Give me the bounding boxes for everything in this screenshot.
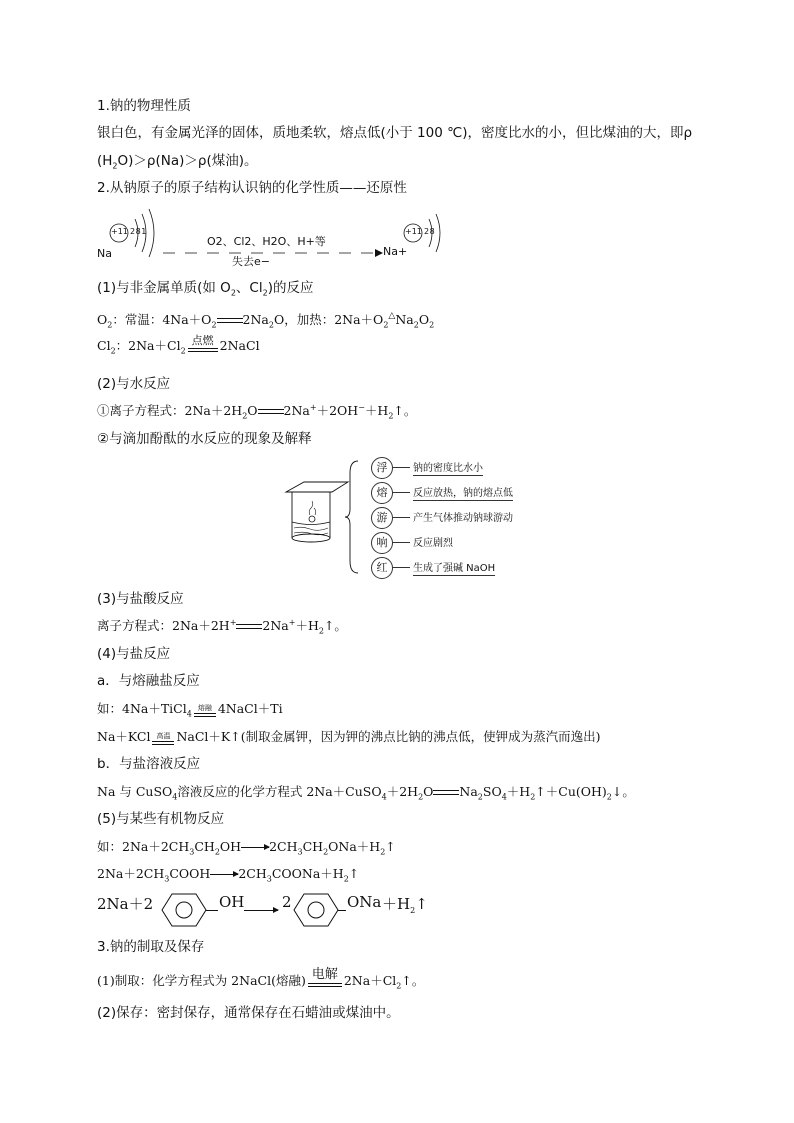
shell-numbers: 2 8 1: [130, 227, 146, 236]
phenolphthalein-title: ②与滴加酚酞的水反应的现象及解释: [97, 431, 312, 447]
phenoxide-group: ONa: [347, 893, 382, 911]
r3-title: (3)与盐酸反应: [97, 591, 184, 607]
hydroxyl-group: OH: [219, 893, 245, 911]
electrolysis-reaction: (1)制取：化学方程式为 2NaCl(熔融) 电解 $2Na+Cl_2↑$。: [97, 967, 425, 991]
beaker-figure: [282, 478, 352, 548]
phenomenon-item: [371, 482, 561, 504]
cuso4-reaction: Na 与 CuSO$_4$溶液反应的化学方程式 $2Na+CuSO_4+2H_2O$ $Na_2SO_4+H_2↑+Cu(OH)_2↓$。: [97, 784, 635, 802]
molten-salt-subtitle: a．与熔融盐反应: [97, 673, 200, 689]
phenomenon-item: [371, 532, 561, 554]
bond-line: [338, 910, 346, 911]
physical-properties-text: 银白色，有金属光泽的固体，质地柔软，熔点低(小于 100 ℃)，密度比水的小，但比煤油的大，即ρ: [97, 125, 693, 141]
storage-text: (2)保存：密封保存，通常保存在石蜡油或煤油中。: [97, 1005, 400, 1021]
salt-solution-subtitle: b．与盐溶液反应: [97, 756, 201, 772]
equals-sign: [433, 790, 459, 795]
ticl4-reaction: 如：4Na＋TiCl$_4$ 熔融 4NaCl＋Ti: [97, 701, 283, 719]
condition-bottom: 失去e−: [232, 255, 270, 268]
phenomenon-item: [371, 507, 561, 529]
phenomenon-text: 钠的密度比水小: [413, 459, 483, 476]
phenomenon-text: 生成了强碱 NaOH: [413, 559, 495, 576]
ion-shell-numbers: 2 8: [424, 227, 434, 236]
atom-structure-diagram: [95, 203, 455, 273]
section-3-title: 3.钠的制取及保存: [97, 939, 205, 955]
phenomenon-char: 浮: [371, 457, 393, 479]
phenomenon-text: 反应放热，钠的熔点低: [413, 484, 513, 501]
phenol-reactant-prefix: 2Na＋2: [97, 895, 154, 913]
equals-sign: [236, 624, 262, 629]
ion-nucleus-label: +11: [405, 227, 422, 236]
phenomenon-char: 熔: [371, 482, 393, 504]
phenomenon-char: 红: [371, 557, 393, 579]
section-2-title: 2.从钠原子的原子结构认识钠的化学性质——还原性: [97, 180, 407, 196]
nucleus-label: +11: [111, 227, 128, 236]
atom-symbol: Na: [97, 247, 112, 260]
arrow-icon: [244, 910, 278, 911]
phenomenon-item: [371, 457, 561, 479]
r2-title: (2)与水反应: [97, 376, 171, 392]
benzene-ring-icon: [292, 892, 340, 928]
heat-triangle-icon: △: [388, 311, 396, 321]
phenomenon-text: 产生气体推动钠球游动: [413, 513, 513, 524]
bracket: [344, 457, 360, 577]
phenomenon-text: 反应剧烈: [413, 538, 453, 549]
o2-reaction: $O_2$：常温：$4Na+O_2$ $2Na_2O$，加热：$2Na+O_2^\triangle Na_2O_2$: [97, 311, 435, 330]
acetic-acid-reaction: $2Na+2CH_3COOH$ $2CH_3COONa+H_2↑$: [97, 866, 360, 884]
phenomenon-item: [371, 557, 561, 579]
equals-sign: [217, 318, 243, 323]
bond-line: [206, 910, 218, 911]
molten-condition: 熔融: [194, 704, 216, 717]
condition-top: O2、Cl2、H2O、H+等: [207, 235, 326, 248]
hcl-ionic-equation: 离子方程式：2Na＋2H+ $2Na^++H_2↑$。: [97, 617, 347, 636]
benzene-ring-icon: [160, 892, 208, 928]
phenomena-list: [371, 457, 561, 575]
section-1-title: 1.钠的物理性质: [97, 98, 191, 114]
hydrogen-product: $+H_2↑$: [382, 895, 428, 915]
density-comparison: $(H_2O)>\rho(Na)>\rho$(煤油)。: [97, 153, 258, 171]
ion-symbol: Na+: [383, 245, 408, 258]
r4-title: (4)与盐反应: [97, 646, 171, 662]
phenoxide-coefficient: 2: [282, 893, 292, 911]
r5-title: (5)与某些有机物反应: [97, 811, 225, 827]
ethanol-reaction: 如：$2Na+2CH_3CH_2OH$ $2CH_3CH_2ONa+H_2↑$: [97, 839, 396, 857]
kcl-reaction: Na＋KCl 高温 NaCl＋K↑(制取金属钾，因为钾的沸点比钠的沸点低，使钾成为蒸汽而逸出): [97, 729, 601, 744]
phenomenon-char: 响: [371, 532, 393, 554]
water-ionic-equation: ①离子方程式：$2Na+2H_2O$ $2Na^++2OH^-+H_2↑$。: [97, 402, 417, 421]
ignite-condition: 点燃: [188, 335, 218, 352]
high-temp-condition: 高温: [152, 732, 174, 745]
cl2-reaction: $Cl_2$：$2Na+Cl_2$ 点燃 2NaCl: [97, 334, 260, 356]
equals-sign: [258, 409, 284, 414]
r1-title: (1)与非金属单质(如 $O_2$、$Cl_2$)的反应: [97, 280, 314, 298]
arrow-icon: [210, 874, 238, 875]
phenomenon-char: 游: [371, 507, 393, 529]
electrolysis-condition: 电解: [308, 968, 342, 987]
arrow-icon: [241, 847, 269, 848]
